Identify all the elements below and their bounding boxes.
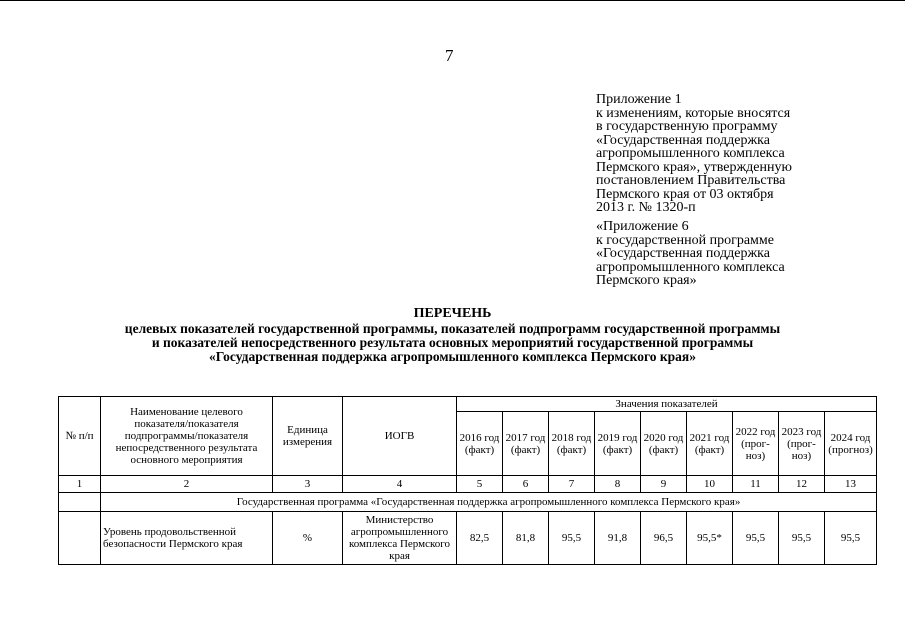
header-year: 2021 год (факт) bbox=[687, 412, 733, 476]
header-indicator-name: Наименование целевого показателя/показателя подпрограммы/показателя непосредственного результата основного мероприятия bbox=[101, 397, 273, 476]
header-year: 2023 год (прог-ноз) bbox=[779, 412, 825, 476]
annex-6-line: к государственной программе bbox=[596, 232, 774, 248]
program-row-spacer bbox=[59, 493, 101, 512]
header-year: 2019 год (факт) bbox=[595, 412, 641, 476]
subtitle-line: «Государственная поддержка агропромышленного комплекса Пермского края» bbox=[209, 349, 696, 364]
row-iogv: Министерство агропромышленного комплекса Пермского края bbox=[343, 512, 457, 565]
annex-1-line: Приложение 1 bbox=[596, 92, 682, 107]
header-year: 2024 год (прогноз) bbox=[825, 412, 877, 476]
document-title: ПЕРЕЧЕНЬ bbox=[413, 306, 492, 321]
row-number bbox=[59, 512, 101, 565]
column-number: 1 bbox=[59, 476, 101, 493]
row-value: 96,5 bbox=[641, 512, 687, 565]
column-number: 5 bbox=[457, 476, 503, 493]
annex-1-line: в государственную программу bbox=[596, 119, 778, 134]
header-year: 2020 год (факт) bbox=[641, 412, 687, 476]
annex-1-line: постановлением Правительства bbox=[596, 173, 786, 188]
column-number: 9 bbox=[641, 476, 687, 493]
annex-6-line: «Государственная поддержка bbox=[596, 246, 770, 261]
header-number: № п/п bbox=[59, 397, 101, 476]
column-number: 4 bbox=[343, 476, 457, 493]
column-number: 2 bbox=[101, 476, 273, 493]
program-title: Государственная программа «Государственная поддержка агропромышленного комплекса Пермского края» bbox=[101, 493, 877, 512]
header-year: 2017 год (факт) bbox=[503, 412, 549, 476]
annex-6-block bbox=[596, 220, 785, 288]
annex-1-line: агропромышленного комплекса bbox=[596, 146, 785, 161]
annex-1-block bbox=[596, 93, 792, 215]
top-border-line bbox=[0, 0, 905, 1]
table-row bbox=[59, 512, 877, 565]
row-value: 95,5 bbox=[779, 512, 825, 565]
annex-6-line: Пермского края» bbox=[596, 273, 697, 288]
row-value: 95,5* bbox=[687, 512, 733, 565]
annex-6-line: агропромышленного комплекса bbox=[596, 259, 785, 275]
annex-1-line: к изменениям, которые вносятся bbox=[596, 105, 791, 121]
annex-1-line: Пермского края», утвержденную bbox=[596, 159, 792, 175]
column-number: 13 bbox=[825, 476, 877, 493]
annex-1-line: «Государственная поддержка bbox=[596, 132, 770, 148]
subtitle-line: и показателей непосредственного результата основных мероприятий государственной программы bbox=[151, 335, 754, 350]
header-year: 2016 год (факт) bbox=[457, 412, 503, 476]
row-value: 91,8 bbox=[595, 512, 641, 565]
program-row bbox=[59, 493, 877, 512]
row-value: 82,5 bbox=[457, 512, 503, 565]
column-number: 11 bbox=[733, 476, 779, 493]
column-number: 6 bbox=[503, 476, 549, 493]
annex-1-line: 2013 г. № 1320-п bbox=[596, 200, 696, 215]
annex-1-line: Пермского края от 03 октября bbox=[596, 186, 774, 202]
row-unit: % bbox=[273, 512, 343, 565]
annex-6-line: «Приложение 6 bbox=[596, 219, 689, 234]
row-value: 95,5 bbox=[733, 512, 779, 565]
column-number: 3 bbox=[273, 476, 343, 493]
document-subtitle bbox=[0, 322, 905, 364]
subtitle-line: целевых показателей государственной программы, показателей подпрограмм государственной программы bbox=[124, 321, 781, 336]
column-number: 8 bbox=[595, 476, 641, 493]
indicators-table bbox=[58, 396, 877, 565]
row-value: 81,8 bbox=[503, 512, 549, 565]
row-indicator-name: Уровень продовольственной безопасности Пермского края bbox=[101, 512, 273, 565]
header-year: 2018 год (факт) bbox=[549, 412, 595, 476]
row-value: 95,5 bbox=[825, 512, 877, 565]
header-values: Значения показателей bbox=[457, 397, 877, 412]
column-number: 12 bbox=[779, 476, 825, 493]
header-iogv: ИОГВ bbox=[343, 397, 457, 476]
column-number-row bbox=[59, 476, 877, 493]
column-number: 7 bbox=[549, 476, 595, 493]
page-number: 7 bbox=[445, 46, 454, 65]
row-value: 95,5 bbox=[549, 512, 595, 565]
column-number: 10 bbox=[687, 476, 733, 493]
header-unit: Единица измерения bbox=[273, 397, 343, 476]
header-year: 2022 год (прог-ноз) bbox=[733, 412, 779, 476]
